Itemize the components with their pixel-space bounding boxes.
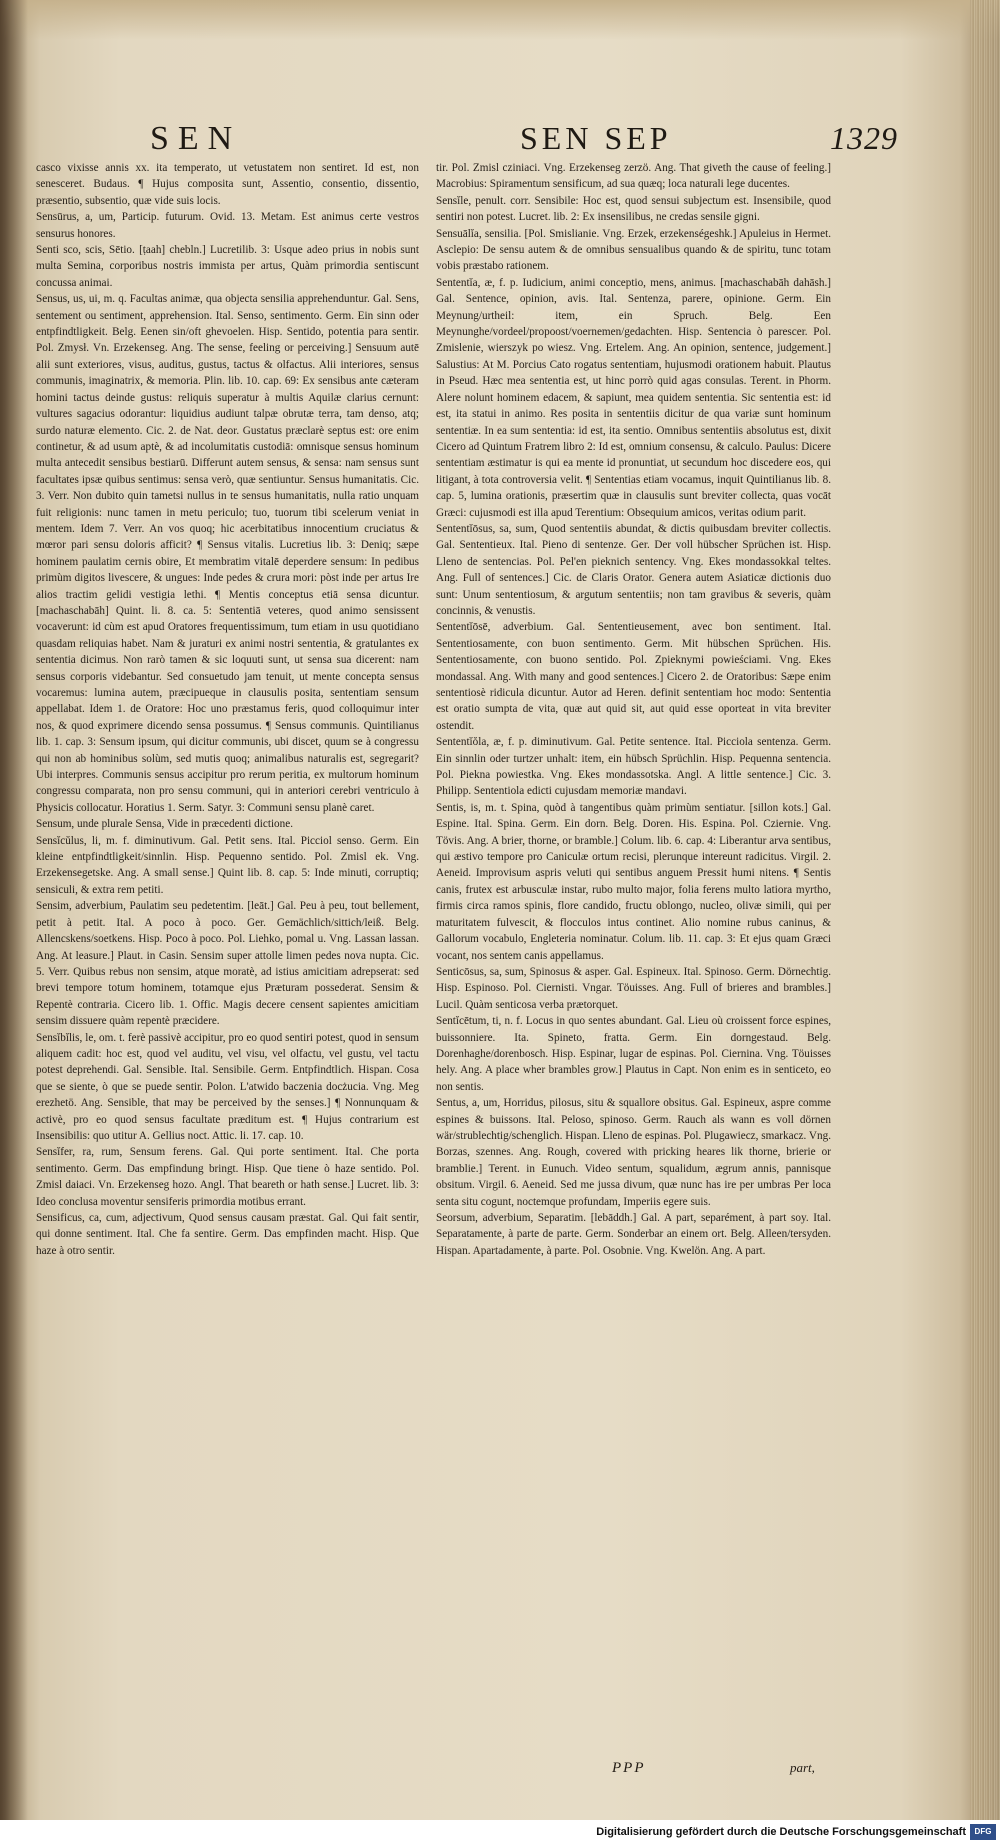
dictionary-entry: Senticōsus, sa, sum, Spinosus & asper. Gal. Espineux. Ital. Spinoso. Germ. Dörnechtig. Hisp. Espinoso. Pol. Ciernisti. Vngar. Töuisses. Ang. Full of brieres and brambles.] Lucil. Quàm senticosa verba prætorquet. xyxy=(436,965,831,1011)
dictionary-entry: Sensificus, ca, cum, adjectivum, Quod sensus causam præstat. Gal. Qui fait sentir, qui donne sentiment. Ital. Che fa sentire. Germ. Das empfinden macht. Hisp. Que haze à otro sentir. xyxy=(36,1212,419,1257)
digitization-credit-bar xyxy=(0,1820,1000,1844)
book-gutter-shadow xyxy=(0,0,28,1844)
right-text-column xyxy=(436,160,831,1760)
book-page-edges xyxy=(970,0,1000,1820)
dictionary-entry: Sentus, a, um, Horridus, pilosus, situ & squallore obsitus. Gal. Espineux, aspre comme espines & buissons. Ital. Peloso, spinoso. Germ. Rauch als wann es voll dörnen wär/strublechtig/schenglich. Hispan. Lleno de espinas. Pol. Plugawiecz, smarkacz. Vng. Borzas, szennes. Ang. Rough, covered with pricking heares lik thorne, brierie or bramblie.] Terent. in Eunuch. Video sentum, squalidum, ægrum annis, pannisque obsitum. Virgil. 6. Aeneid. Sed me jussa divum, quæ nunc has ire per umbras Per loca senta situ cogunt, noctemque profundam, Imperiis egere suis. xyxy=(436,1097,831,1208)
catchword: part, xyxy=(790,1760,815,1775)
left-text-column xyxy=(36,160,419,1738)
dictionary-entry: Sensūrus, a, um, Particip. futurum. Ovid. 13. Metam. Est animus certe vestros sensurus honores. xyxy=(36,211,419,240)
dictionary-entry: casco vixisse annis xx. ita temperato, ut vetustatem non sentiret. Id est, non senesceret. Budaus. ¶ Hujus composita sunt, Assentio, consentio, dissentio, præsentio, subsentio, quæ vide suis locis. xyxy=(36,162,419,207)
dictionary-entry: Sensĭle, penult. corr. Sensibile: Hoc est, quod sensui subjectum est. Insensibile, quod sentiri non potest. Lucret. lib. 2: Ex insensilibus, ne credas sensile gigni. xyxy=(436,194,831,224)
page-number: 1329 xyxy=(830,120,898,156)
dictionary-entry: Sentis, is, m. t. Spina, quòd à tangentibus quàm primùm sentiatur. [sillon kots.] Gal. Espine. Ital. Spina. Germ. Ein dorn. Belg. Doren. His. Espina. Pol. Cziernie. Vng. Tövis. Ang. A brier, thorne, or bramble.] Colum. lib. 6. cap. 4: Liberantur arva sentibus, qui æstivo tempore pro Caniculæ ortum recisi, plerunque intereunt radicitus. Virgil. 2. Aeneid. Improvisum aspris veluti qui sentibus anguem Pressit humi nitens. ¶ Sentis canis, frutex est arbusculæ instar, rubo multo major, folia ferens multo latiora myrtho, firmis circa ramos spinis, flore candido, fructu oblongo, nucleo, olivæ simili, qui per maturitatem fulvescit, & flocculos intus continet. Alio nomine rubus caninus, & Gallorum vocabulo, Engleteria nominatur. Colum. lib. 11. cap. 3: Et ejus quam Græci vocant, nos sentem canis appellamus. xyxy=(436,801,831,962)
dictionary-entry: Sensus, us, ui, m. q. Facultas animæ, qua objecta sensilia apprehenduntur. Gal. Sens, sentement ou sentiment, apprehension. Ital. Senso, sentimento. Germ. Ein sinn oder entpfindtligkeit. Belg. Eenen sin/oft ghevoelen. Hisp. Sentido, potentia para sentir. Pol. Zmysł. Vn. Erzekenseg. Ang. The sense, feeling or perceiving.] Sensuum autē alii sunt exteriores, visus, auditus, gustus, tactus & olfactus. Alii interiores, sensus communis, imaginatrix, & memoria. Plin. lib. 10. cap. 69: Ex sensibus ante cæteram homini tactus deinde gustus: reliquis superatur à multis Aquilæ clarius cernunt: vultures sagacius odorantur: liquidius audiunt talpæ obrutæ terra, tam denso, atq; surdo naturæ elemento. Cic. 2. de Nat. deor. Gustatus præclarè septus est: ore enim continetur, & ad usum aptè, & ad incolumitatis custodiā: omnisque sensus hominum multa antecedit sensibus bestiarū. Differunt autem sensus, & sensa: nam sensus sunt facultates ipsæ quibus sentimus: sensa verò, quæ sentiuntur. Sensus humanitatis. Cic. 3. Verr. Non dubito quin tametsi nullus in te sensus humanitatis, nulla ratio unquam fuit religionis: nunc tamen in metu periculo; tuo, tuorum tibi scelerum veniat in mentem. Idem 7. Verr. An vos quoq; hic acerbitatibus innocentium cruciatus & mœror pari sensu doloris afficit? ¶ Sensus vitalis. Lucretius lib. 3: Deniq; sæpe hominem paulatim cernis obire, Et membratim vitalē deperdere sensum: In pedibus primùm digitos livescere, & ungues: Inde pedes & crura mori: pòst inde per artus Ire alios tractim gelidi vestigia lethi. ¶ Mentis conceptus etiā sensa dicuntur. [machaschabāh] Quint. li. 8. ca. 5: Sententiā veteres, quod animo sensissent vocaverunt: id cùm est apud Oratores frequentissimum, tum etiam in usu quotidiano quasdam reliquias habet. Nam & juraturi ex animi nostri sententia, & gratulantes ex sententia dicimus. Non rarò tamen & sic loquuti sunt, ut sensa sua dicerent: nam sensus corporis videbantur. Sed consuetudo jam tenuit, ut mente concepta sensus vocaremus: lumina autem, præcipueque in clausulis posita, sententiam sensum appellabat. Idem 1. de Oratore: Hoc uno præstamus feris, quod colloquimur inter nos, & quod exprimere dicendo sensa possumus. ¶ Sensus communis. Quintilianus lib. 1. cap. 3: Sensum ipsum, qui dicitur communis, ubi discet, quum se à congressu qui non ab hominibus solùm, sed mutis quoq; animalibus naturalis est, segregarit? Ubi interpres. Communis sensus accipitur pro rerum peritia, ex multorum hominum congressu comparata, non pro sensu communi, qui in anteriori cerebri ventriculo à Physicis collocatur. Horatius 1. Serm. Satyr. 3: Communi sensu planè caret. xyxy=(36,293,419,814)
dictionary-entry: Sententĭa, æ, f. p. Iudicium, animi conceptio, mens, animus. [machaschabāh dahāsh.] Gal. Sentence, opinion, avis. Ital. Sentenza, parere, opinione. Germ. Ein Meynung/urtheil: item, ein Spruch. Belg. Een Meynunghe/vordeel/propoost/voernemen/gedachten. Hisp. Sentencia ò parescer. Pol. Zmislenie, wierszyk po wiesz. Vng. Ertelem. Ang. An opinion, sentence, judgement.] Salustius: At M. Porcius Cato rogatus sententiam, hujusmodi orationem habuit. Plautus in Pseud. Hæc mea sententia est, ut hinc porrò quid agas consulas. Terent. in Phorm. Alere nolunt hominem edacem, & sapiunt, mea quidem sententia. Sic sententia est: id est, ita statui in animo. Res posita in sententiis dicitur de qua variæ sunt hominum sententiæ. In ea sum sententia: id est, ita sentio. Omnibus sententiis absolutus est, dixit Cicero ad Quintum Fratrem libro 2: Id est, omnium consensu, & calculo. Paulus: Dicere sententiam æstimatur is qui ea mente id pronuntiat, ut secundum hoc discedere eos, qui litigant, à tota controversia velit. ¶ Sententias etiam vocamus, inquit Quintilianus lib. 8. cap. 5, lumina orationis, præsertim quæ in clausulis sunt breviter collecta, quas vocāt Græci: cujusmodi est illa apud Terentium: Obsequium amicos, veritas odium parit. xyxy=(436,276,831,519)
running-head-right: SEN SEP xyxy=(520,120,672,156)
dictionary-entry: Sensĭcŭlus, li, m. f. diminutivum. Gal. Petit sens. Ital. Picciol senso. Germ. Ein kleine entpfindtligkeit/sinnlin. Hisp. Pequenno sentido. Pol. Zmisl ek. Vng. Erzekensegetske. Ang. A small sense.] Quint lib. 8. cap. 5: Inde minuti, corruptiq; sensiculi, & extra rem petiti. xyxy=(36,834,419,896)
dictionary-entry: Sensum, unde plurale Sensa, Vide in præcedenti dictione. xyxy=(36,818,294,831)
digitization-credit-text: Digitalisierung gefördert durch die Deutsche Forschungsgemeinschaft xyxy=(596,1826,966,1838)
page-top-stain xyxy=(0,0,1000,40)
dictionary-entry: Sensim, adverbium, Paulatim seu pedetentim. [leāt.] Gal. Peu à peu, tout bellement, petit à petit. Ital. A poco à poco. Ger. Gemächlich/sittich/leiß. Belg. Allencskens/soetkens. Hisp. Poco à poco. Pol. Liehko, pomal u. Vng. Lassan lassan. Ang. At leasure.] Plaut. in Casin. Sensim super attolle limen pedes nova nupta. Cic. 5. Verr. Quibus rebus non sensim, atque moratè, ad istius amicitiam adrepserat: sed brevi tempore totum hominem, totamque ejus Præturam possederat. Sensim & Repentè contraria. Cicero lib. 1. Offic. Magis decere censent sapientes amicitiam sensim dissuere quàm repentè præcidere. xyxy=(36,900,419,1028)
dictionary-entry: Sensĭfer, ra, rum, Sensum ferens. Gal. Qui porte sentiment. Ital. Che porta sentimento. Germ. Das empfindung bringt. Hisp. Que tiene ò haze sentido. Pol. Zmisl daiaci. Vn. Erzekenseg hozo. Angl. That beareth or hath sense.] Lucret. lib. 3: Ideo conclusa moventur sensiferis primordia motibus errant. xyxy=(36,1146,419,1208)
dictionary-entry: Sententĭŏla, æ, f. p. diminutivum. Gal. Petite sentence. Ital. Picciola sentenza. Germ. Ein sinnlin oder turtzer unhalt: item, ein hübsch Sprüchlin. Hisp. Pequenna sentencia. Pol. Piekna powiestka. Vng. Ekes mondassotska. Angl. A little sentence.] Cic. 3. Philipp. Sententiola edicti cujusdam memoriæ mandavi. xyxy=(436,736,831,798)
dictionary-entry: Seorsum, adverbium, Separatim. [lebāddh.] Gal. A part, separément, à part soy. Ital. Separatamente, à parte de parte. Germ. Sonderbar an einem ort. Belg. Alleen/tersyden. Hispan. Apartadamente, à parte. Pol. Osobnie. Vng. Kwelön. Ang. A part. xyxy=(436,1212,831,1257)
dictionary-entry: tir. Pol. Zmisl cziniaci. Vng. Erzekenseg zerzö. Ang. That giveth the cause of feeling.] Macrobius: Spiramentum sensificum, ad sua quæq; loca naturali lege ducentes. xyxy=(436,162,831,191)
dictionary-entry: Sensĭbĭlis, le, om. t. ferè passivè accipitur, pro eo quod sentiri potest, quod in sensum aliquem cadit: hoc est, quod vel auditu, vel visu, vel olfactu, vel gustu, vel tactu potest deprehendi. Gal. Sensible. Ital. Sensibile. Germ. Entpfindtlich. Hispan. Cosa que se siente, ò que se puede sentir. Polon. L'atwido baczenia docżucia. Vng. Meg erezhetö. Ang. Sensible, that may be perceived by the senses.] ¶ Nonnunquam & activè, pro eo quod sensus facultate præditum est. ¶ Hujus contrarium est Insensibilis: quo utitur A. Gellius noct. Attic. li. 17. cap. 10. xyxy=(36,1031,419,1142)
dictionary-entry: Senti sco, scis, Sētio. [ṭaah] chebln.] Lucretilib. 3: Usque adeo prius in nobis sunt multa Semina, corporibus nostris immista per artus, Quàm primordia sentiscunt concussa animai. xyxy=(36,244,419,289)
running-head-left: SEN xyxy=(150,120,242,157)
dfg-logo-icon: DFG xyxy=(970,1824,996,1840)
dictionary-entry: Sententĭōsē, adverbium. Gal. Sententieusement, avec bon sentiment. Ital. Sententiosamente, con buon sentimento. Germ. Mit hübschen Sprüchen. His. Sententiosamente, con buono sentido. Pol. Zpieknymi powieściami. Vng. Ekes mondassal. Ang. With many and good sentences.] Cicero 2. de Oratoribus: Sæpe enim sententiosè ridicula dicuntur. Autor ad Heren. definit sententiam hoc modo: Sententia est oratio sumpta de vita, quæ aut quid sit, aut quid esse oporteat in vita breviter ostendit. xyxy=(436,621,831,732)
dictionary-entry: Sententĭōsus, sa, sum, Quod sententiis abundat, & dictis quibusdam breviter collectis. Gal. Sententieux. Ital. Pieno di sentenze. Ger. Der voll hübscher Sprüchen ist. Hisp. Lleno de sentencias. Pol. Pel'en pieknich sentency. Vng. Ekes mondassokkal teltes. Ang. Full of sentences.] Cic. de Claris Orator. Genera autem Asiaticæ dictionis duo sunt: Unum sententiosum, & argutum sententiis; non tam gravibus & severis, quàm concinnis, & venustis. xyxy=(436,522,831,617)
dictionary-entry: Sensuālĭa, sensilia. [Pol. Smislianie. Vng. Erzek, erzekenségeshk.] Apuleius in Hermet. Asclepio: De sensu autem & de omnibus sensualibus quando & de spiritu, tunc totam vobis præstabo rationem. xyxy=(436,227,831,273)
printer-signature-mark: PPP xyxy=(612,1760,646,1776)
dictionary-entry: Sentĭcētum, ti, n. f. Locus in quo sentes abundant. Gal. Lieu où croissent force espines, buissonniere. Ita. Spineto, fratta. Germ. Ein dorngestaud. Belg. Dorenhaghe/dorenbosch. Hisp. Espinar, lugar de espinas. Pol. Ciernina. Vng. Töuisses hely. Ang. A place wher brambles grow.] Plautus in Capt. Non enim es in senticeto, eo non sentis. xyxy=(436,1015,831,1093)
